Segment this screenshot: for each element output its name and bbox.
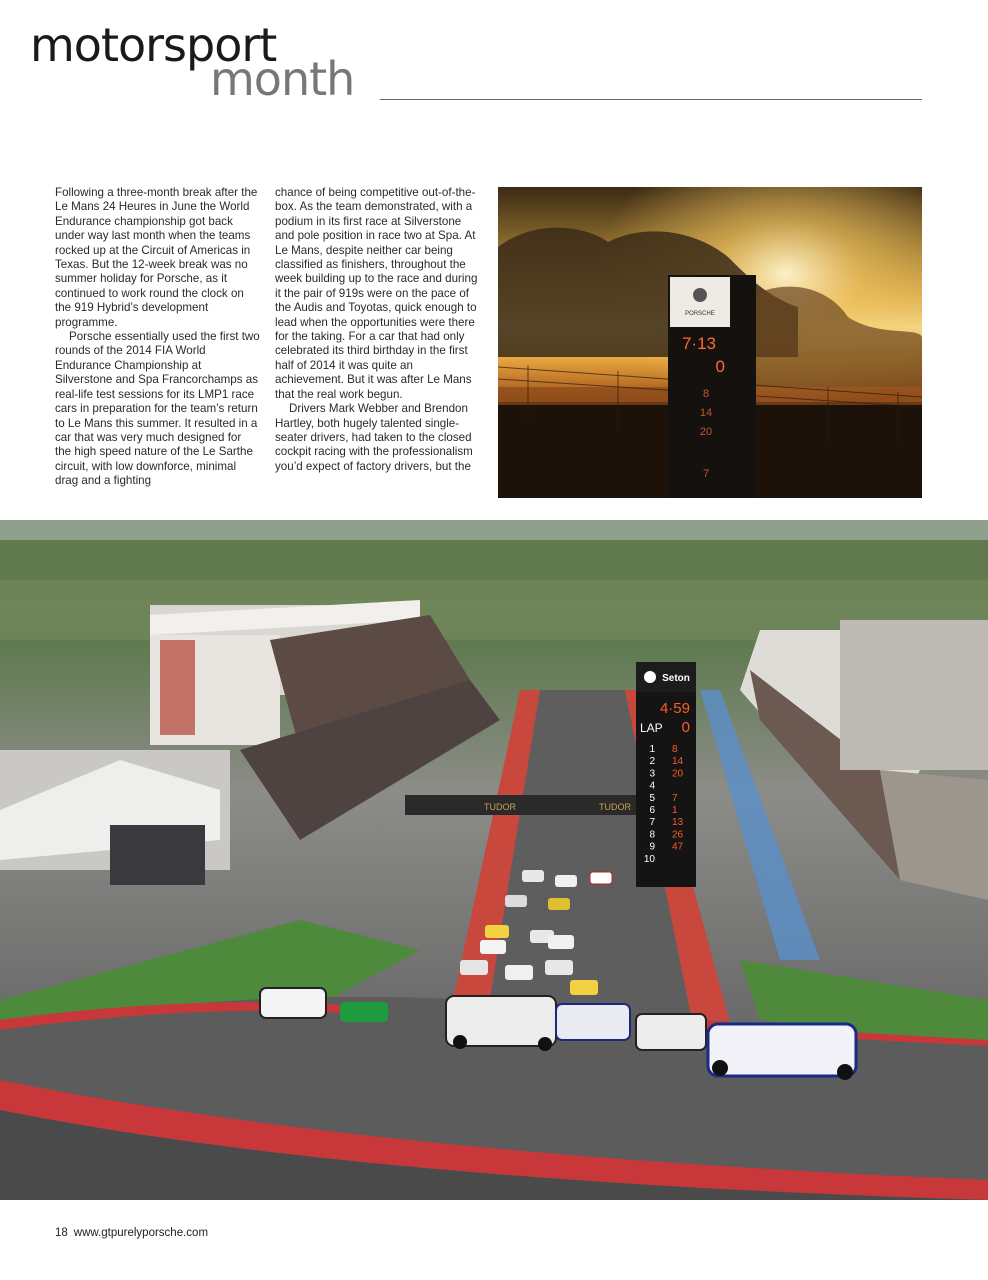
tower-car-number: 14 [672,756,684,768]
tower-lap-label: LAP [640,721,663,735]
tower-car-number: 1 [672,805,678,816]
paragraph: chance of being competitive out-of-the-box. As the team demonstrated, with a podium in its first race at Silverstone and pole position in race two at Spa. At Le Mans, despite neither car being classified as finishers, throughout the week building up to the race and during it the pair of 919s were on the pace of the Audis and Toyotas, quick enough to lead when the opportunities were there for the taking. For a car that had only celebrated its third birthday in the first half of 2014 it was quite an achievement. But it was after Le Mans that the real work begun. [275,186,478,401]
masthead-word-motorsport: motorsport [30,18,277,72]
tower-position: 4 [649,780,655,792]
footer-url: www.gtpurelyporsche.com [73,1227,209,1239]
tower-position: 6 [649,805,655,816]
sign-brand: PORSCHE [685,311,715,317]
gantry-brand: TUDOR [599,802,631,812]
tower-position: 5 [649,792,655,804]
gantry-brand: TUDOR [484,802,516,812]
tower-position: 8 [649,829,655,841]
scoreboard-lap: 0 [715,357,725,376]
scoreboard-time: 7·13 [681,334,716,353]
race-start-scene [0,520,988,1200]
paragraph: Porsche essentially used the first two rounds of the 2014 FIA World Endurance Championship at Silverstone and Spa Francorchamps as real-life test sessions for its LMP1 race cars in preparation for the team’s return to Le Mans this summer. It resulted in a car that was very much designed for the high speed nature of the Le Sarthe circuit, with low downforce, minimal drag and a fighting [55,330,260,488]
tower-car-number: 20 [672,768,684,780]
tower-position: 2 [649,756,655,768]
tower-car-number: 8 [672,744,678,755]
circuit-of-americas-photo [0,520,988,1200]
masthead-rule [380,99,922,100]
paragraph: Drivers Mark Webber and Brendon Hartley, both hugely talented single-seater drivers, had taken to the closed cockpit racing with the professionalism you’d expect of factory drivers, but the [275,402,473,473]
tower-position: 1 [649,744,655,755]
porsche-crest-icon [693,288,707,302]
article-column-1 [55,186,260,489]
sunset-scene [498,187,922,498]
paragraph: Following a three-month break after the Le Mans 24 Heures in June the World Endurance championship got back under way last month when the teams rocked up at the Circuit of Americas in Texas. But the 12-week break was no summer holiday for Porsche, as it continued to work round the clock on the 919 Hybrid’s development programme. [55,186,258,329]
page-footer [55,1227,214,1239]
tower-lap: 0 [681,719,690,736]
masthead-word-month: month [210,52,355,106]
tower-position: 7 [649,817,655,829]
masthead [30,18,930,112]
tower-position: 10 [643,853,655,865]
page-number: 18 [55,1227,68,1239]
tower-car-number: 7 [672,792,678,804]
tower-car-number: 26 [672,829,684,841]
sunset-scoreboard-photo [498,187,922,498]
scoreboard-position: 8 [702,388,710,400]
tower-time: 4·59 [659,700,690,717]
scoreboard-position: 20 [699,426,713,438]
seton-logo-icon [644,671,656,683]
tower-car-number: 13 [672,817,684,829]
scoreboard-position: 7 [702,468,710,480]
tower-position: 3 [649,768,655,780]
scoreboard-position: 14 [699,407,713,419]
article-column-2 [275,186,480,474]
tower-position: 9 [649,841,655,853]
tower-sponsor: Seton [662,673,690,684]
tower-car-number: 47 [672,841,684,853]
